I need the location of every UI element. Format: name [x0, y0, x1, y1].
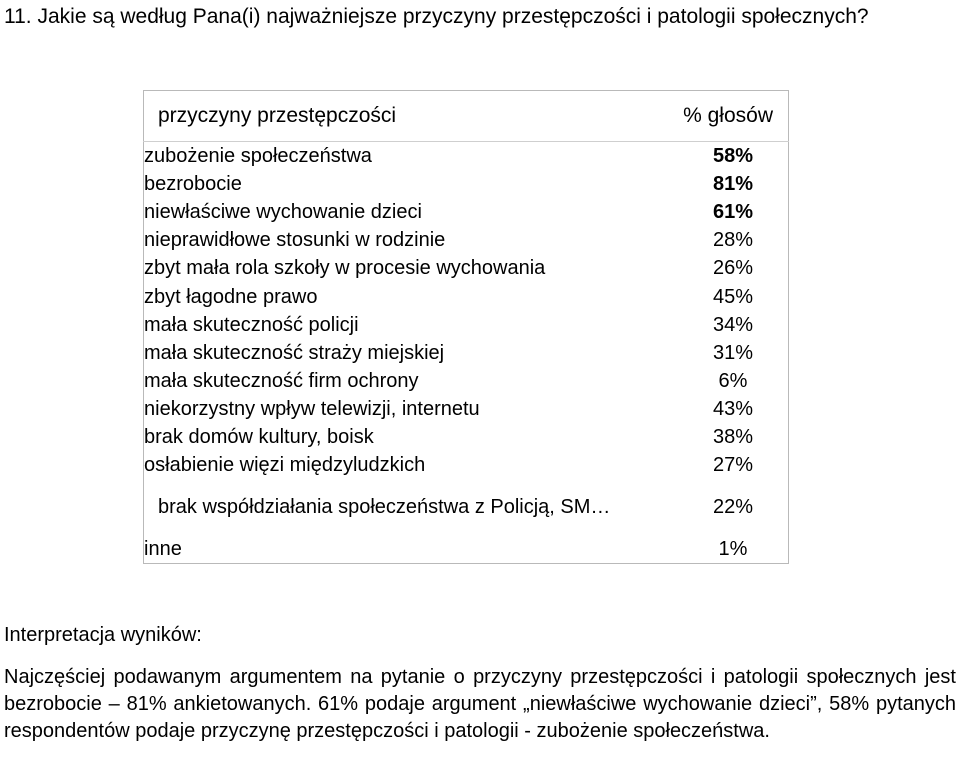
table-row: [144, 142, 789, 171]
table-row: [144, 423, 789, 451]
cause-cell: mała skuteczność straży miejskiej: [144, 341, 445, 364]
table-row: [144, 339, 789, 367]
cause-cell: mała skuteczność firm ochrony: [144, 369, 419, 392]
header-percent: % głosów: [678, 91, 789, 142]
table-row: [144, 254, 789, 282]
percent-cell: 43%: [712, 397, 754, 420]
cause-cell: bezrobocie: [144, 173, 242, 196]
cause-cell: nieprawidłowe stosunki w rodzinie: [144, 229, 446, 252]
cause-cell: [144, 479, 679, 535]
header-cause: przyczyny przestępczości: [144, 91, 679, 142]
percent-cell: 58%: [712, 145, 754, 168]
table-row: [144, 198, 789, 226]
percent-cell: 1%: [718, 538, 748, 561]
table-row: [144, 226, 789, 254]
percent-cell: 26%: [712, 257, 754, 280]
percent-cell: 28%: [712, 229, 754, 252]
question-heading: [4, 2, 956, 32]
table-row: [144, 479, 789, 535]
cause-cell: mała skuteczność policji: [144, 313, 359, 336]
percent-cell: 27%: [712, 454, 754, 477]
cause-cell: osłabienie więzi międzyludzkich: [144, 454, 426, 477]
table-row: [144, 282, 789, 310]
table-header-row: [144, 91, 789, 142]
table-row: [144, 367, 789, 395]
interpretation-label: Interpretacja wyników:: [4, 624, 202, 646]
percent-cell: 34%: [712, 313, 754, 336]
percent-cell: 81%: [712, 173, 754, 196]
cause-cell: niewłaściwe wychowanie dzieci: [144, 201, 422, 224]
table-row: [144, 451, 789, 479]
table-row: [144, 311, 789, 339]
interpretation-text: Najczęściej podawanym argumentem na pytanie o przyczyny przestępczości i patologii społecznych jest bezrobocie – 81% ankietowanych. 61% podaje argument „niewłaściwe wychowanie dzieci”, 58% pytanych respondentów podaje przyczynę przestępczości i patologii - zubożenie społeczeństwa.: [4, 666, 956, 742]
percent-cell: 45%: [712, 285, 754, 308]
percent-cell: 31%: [712, 341, 754, 364]
causes-table: [143, 90, 789, 564]
question-text: Jakie są według Pana(i) najważniejsze przyczyny przestępczości i patologii społecznych?: [37, 5, 869, 28]
cause-cell: zubożenie społeczeństwa: [144, 145, 372, 168]
cause-cell: niekorzystny wpływ telewizji, internetu: [144, 397, 480, 420]
cause-cell-text: brak współdziałania społeczeństwa z Policją, SM…: [158, 495, 611, 518]
percent-cell: 22%: [712, 496, 754, 519]
table-row: [144, 170, 789, 198]
cause-cell: brak domów kultury, boisk: [144, 425, 374, 448]
cause-cell: inne: [144, 538, 182, 561]
cause-cell: zbyt mała rola szkoły w procesie wychowania: [144, 257, 546, 280]
table-row: [144, 535, 789, 564]
question-number: 11.: [4, 5, 32, 28]
percent-cell: 61%: [712, 201, 754, 224]
cause-cell: zbyt łagodne prawo: [144, 285, 318, 308]
percent-cell: 6%: [718, 369, 748, 392]
percent-cell: 38%: [712, 425, 754, 448]
table-row: [144, 395, 789, 423]
